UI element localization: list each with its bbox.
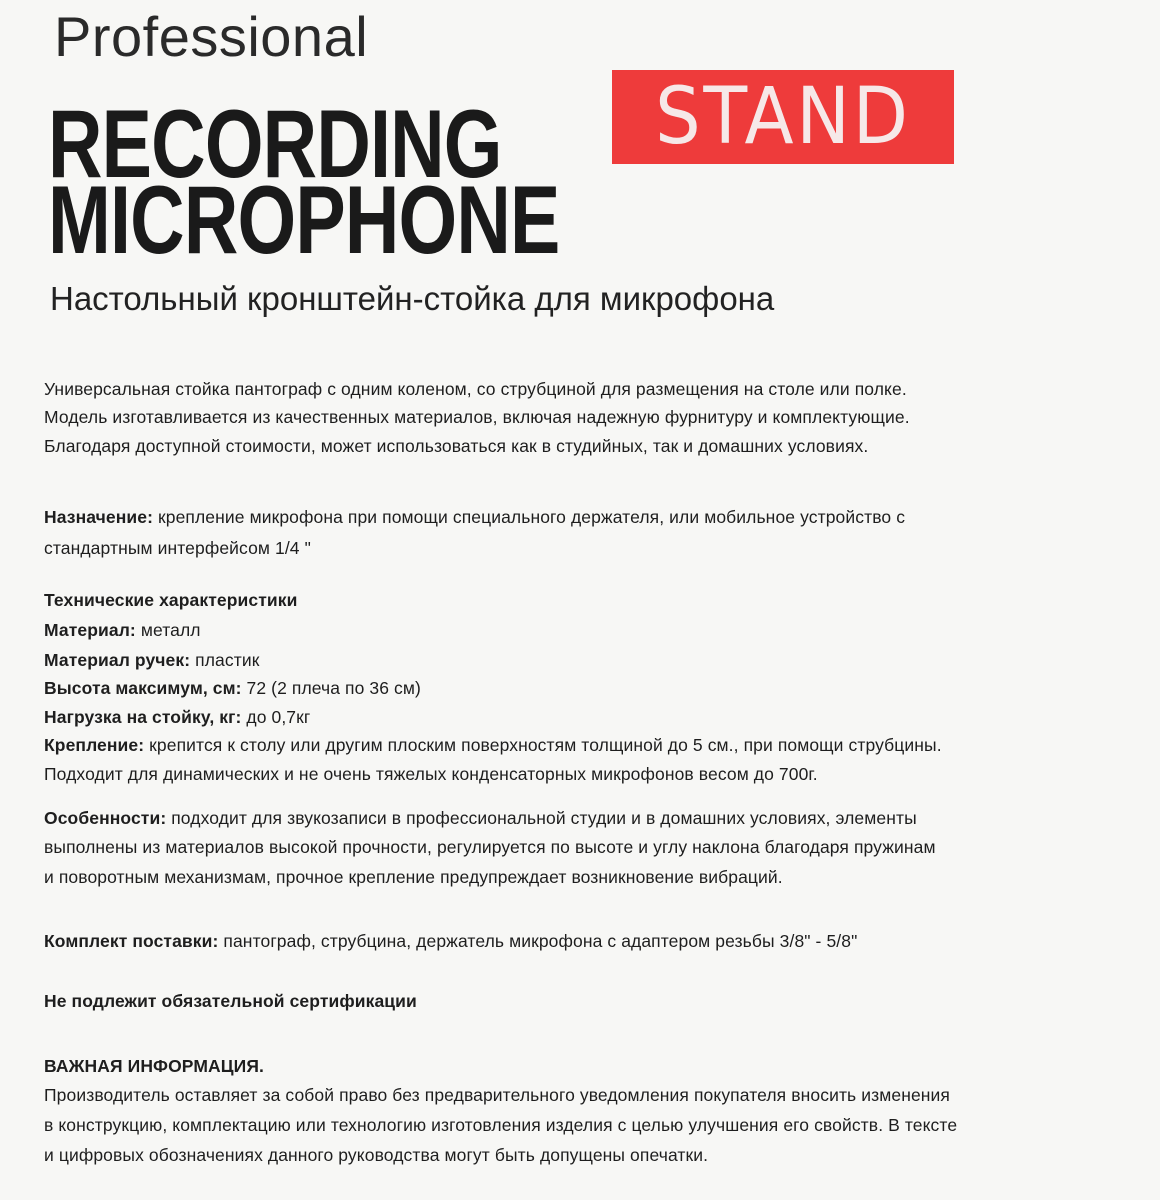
purpose-label: Назначение: <box>44 507 154 527</box>
spec-mount-line-2: Подходит для динамических и не очень тяжелых конденсаторных микрофонов весом до 700г. <box>44 764 818 784</box>
specs-title: Технические характеристики <box>44 590 298 610</box>
spec-mount <box>44 735 942 756</box>
spec-material <box>44 620 201 641</box>
purpose-line-2: стандартным интерфейсом 1/4 " <box>44 538 311 558</box>
intro-line-2: Модель изготавливается из качественных материалов, включая надежную фурнитуру и комплектующие. <box>44 407 910 427</box>
stand-badge <box>612 70 954 164</box>
spec-material-value: металл <box>135 620 201 640</box>
important-line-3: и цифровых обозначениях данного руководства могут быть допущены опечатки. <box>44 1145 709 1165</box>
purpose-text: крепление микрофона при помощи специального держателя, или мобильное устройство с <box>153 507 906 527</box>
features-label: Особенности: <box>44 808 167 828</box>
certification-note: Не подлежит обязательной сертификации <box>44 991 417 1011</box>
header-professional: Professional <box>54 5 369 68</box>
spec-load-label: Нагрузка на стойку, кг: <box>44 707 242 727</box>
subtitle: Настольный кронштейн-стойка для микрофона <box>50 280 775 317</box>
spec-load-value: до 0,7кг <box>241 707 311 727</box>
important-line-1: Производитель оставляет за собой право без предварительного уведомления покупателя вносить изменения <box>44 1085 951 1105</box>
headline-recording: RECORDING <box>48 90 502 198</box>
spec-mount-value: крепится к столу или другим плоским поверхностям толщиной до 5 см., при помощи струбцины. <box>144 735 942 755</box>
package-label: Комплект поставки: <box>44 931 219 951</box>
intro-line-1: Универсальная стойка пантограф с одним коленом, со струбциной для размещения на столе или полке. <box>44 379 907 399</box>
features-text: подходит для звукозаписи в профессиональной студии и в домашних условиях, элементы <box>166 808 917 828</box>
features-line-1 <box>44 808 917 829</box>
spec-height-value: 72 (2 плеча по 36 см) <box>241 678 421 698</box>
spec-handles-label: Материал ручек: <box>44 650 191 670</box>
spec-mount-label: Крепление: <box>44 735 145 755</box>
package-text: пантограф, струбцина, держатель микрофона с адаптером резьбы 3/8" - 5/8" <box>218 931 858 951</box>
spec-handles <box>44 650 259 671</box>
important-line-2: в конструкцию, комплектацию или технологию изготовления изделия с целью улучшения его свойств. В тексте <box>44 1115 958 1135</box>
important-title: ВАЖНАЯ ИНФОРМАЦИЯ. <box>44 1056 264 1076</box>
spec-handles-value: пластик <box>190 650 260 670</box>
spec-material-label: Материал: <box>44 620 136 640</box>
features-line-2: выполнены из материалов высокой прочности, регулируется по высоте и углу наклона благодаря пружинам <box>44 837 936 857</box>
spec-height <box>44 678 421 699</box>
features-line-3: и поворотным механизмам, прочное крепление предупреждает возникновение вибраций. <box>44 867 783 887</box>
purpose-line-1 <box>44 507 905 528</box>
stand-badge-label: STAND <box>655 72 911 162</box>
spec-load <box>44 707 310 728</box>
intro-line-3: Благодаря доступной стоимости, может использоваться как в студийных, так и домашних условиях. <box>44 436 869 456</box>
spec-height-label: Высота максимум, см: <box>44 678 242 698</box>
headline-microphone: MICROPHONE <box>48 166 560 274</box>
package-line <box>44 931 857 952</box>
